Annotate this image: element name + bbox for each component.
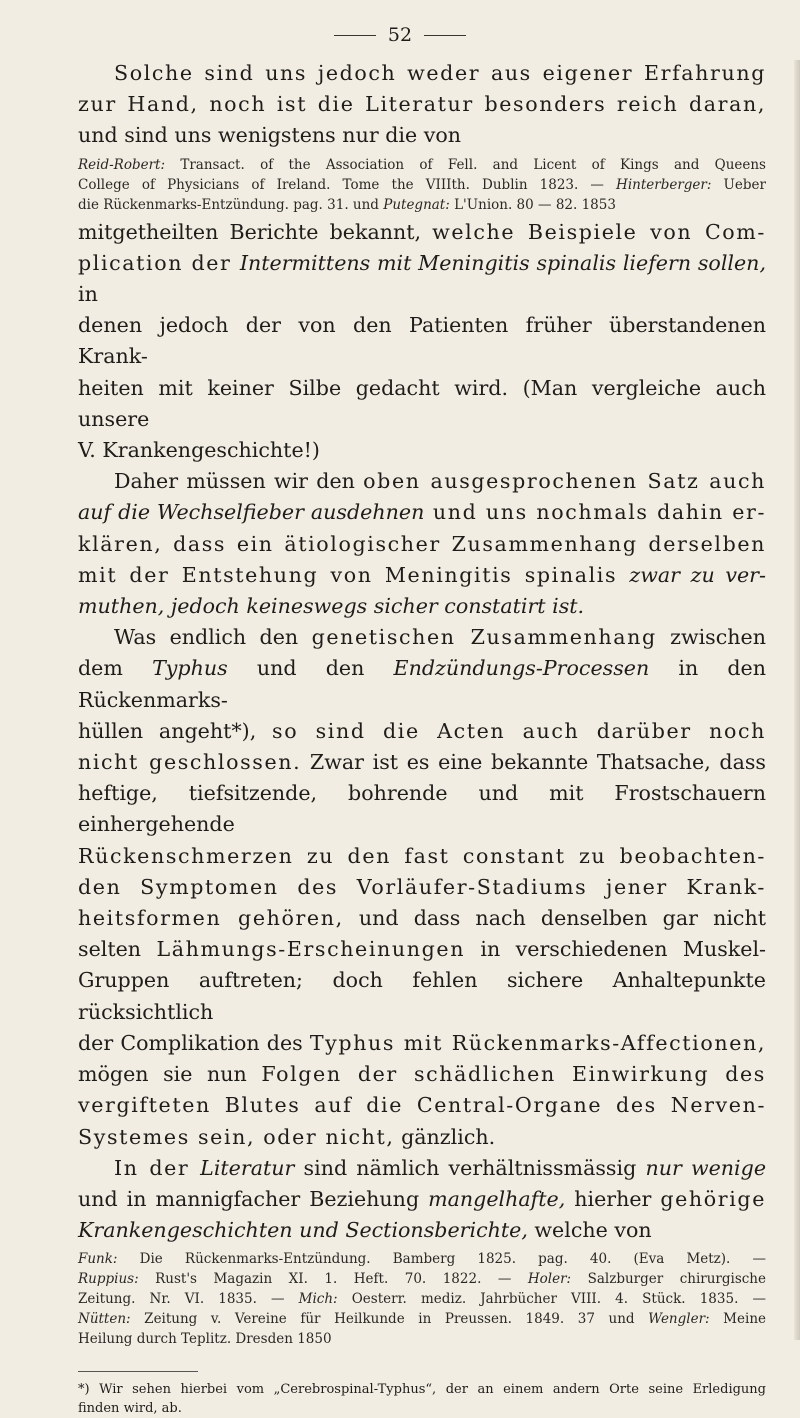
header-rule-left (334, 35, 376, 36)
ref-text: Die Rückenmarks-Entzündung. Bamberg 1825. pag. 40. (Eva Metz). — (117, 1251, 766, 1268)
line-text: in (78, 282, 98, 307)
line-text: und in mannigfacher Beziehung (78, 1186, 429, 1211)
ref-line (78, 1289, 766, 1309)
ref-text: L'Union. 80 — 82. 1853 (449, 196, 616, 213)
line-text: sind nämlich verhältnissmässig (294, 1155, 646, 1180)
line-text: hüllen angeht*), (78, 718, 273, 743)
author-name: Reid-Robert: (78, 156, 166, 173)
text-line (78, 1153, 766, 1184)
spaced-text: genetischen Zusammenhang (311, 625, 657, 650)
line-text: Zwar ist es eine bekannte Thatsache, dass (301, 750, 767, 775)
line-text: dem (78, 656, 153, 681)
line-text: zwischen (656, 625, 766, 650)
text-line (78, 841, 766, 872)
italic-text: mangelhafte, (428, 1186, 566, 1211)
line-text: V. Krankengeschichte!) (78, 438, 320, 463)
line-text: Gruppen auftreten; doch fehlen sichere Anhaltepunkte rücksichtlich (78, 968, 766, 1024)
italic-text: Endzündungs-Processen (393, 656, 650, 681)
page-number: 52 (387, 24, 413, 46)
text-line (78, 747, 766, 778)
spaced-text: Folgen der schädlichen Einwirkung des (261, 1062, 766, 1087)
text-line (78, 466, 766, 497)
spaced-text: heitsformen gehören, (78, 906, 344, 931)
author-name: Mich: (298, 1291, 338, 1308)
spaced-text: plication der (78, 250, 240, 275)
text-line (78, 248, 766, 310)
spaced-text: und uns nochmals dahin er- (424, 500, 767, 525)
page-edge-shadow (794, 60, 800, 1340)
spaced-text: In der (114, 1155, 201, 1180)
text-line (78, 1122, 766, 1153)
italic-text: Krankengeschichten und Sectionsberichte, (78, 1218, 528, 1243)
text-line (78, 120, 766, 151)
text-line (78, 1215, 766, 1246)
ref-line (78, 195, 766, 215)
line-text: und sind uns wenigstens nur die von (78, 123, 462, 148)
text-line (78, 310, 766, 372)
spaced-text: klären, dass ein ätiologischer Zusammenhang derselben (78, 531, 766, 556)
ref-text: Ueber (711, 176, 766, 193)
footnote-rule (78, 1371, 198, 1372)
line-text: denen jedoch der von den Patienten früher überstandenen Krank- (78, 313, 766, 369)
spaced-text: Systemes sein, oder nicht, (78, 1124, 395, 1149)
page-header (0, 22, 800, 48)
spaced-text: oben ausgesprochenen Satz auch (363, 469, 766, 494)
ref-text: Meine (709, 1311, 766, 1328)
author-name: Wengler: (648, 1311, 710, 1328)
text-line (78, 435, 766, 466)
text-line (78, 217, 766, 248)
spaced-text: mit der Entstehung von Meningitis spinalis (78, 562, 630, 587)
line-text: hierher (565, 1186, 661, 1211)
text-line (78, 934, 766, 965)
paragraph-4 (78, 622, 766, 1152)
line-text: Solche sind uns jedoch weder aus eigener Erfahrung (114, 61, 766, 85)
line-text: heftige, tiefsitzende, bohrende und mit Frostschauern einhergehende (78, 781, 766, 837)
text-line (78, 1059, 766, 1090)
paragraph-3 (78, 466, 766, 622)
text-line (78, 1090, 766, 1121)
text-line (78, 58, 766, 89)
paragraph-1 (78, 58, 766, 152)
spaced-text: Rückenschmerzen zu den fast constant zu beobachten- (78, 843, 766, 868)
text-line (78, 560, 766, 591)
text-line (78, 1028, 766, 1059)
page-body (78, 58, 766, 1418)
ref-line (78, 1329, 766, 1349)
italic-text: auf die Wechselfieber ausdehnen (78, 500, 425, 525)
italic-text: nur wenige (645, 1155, 767, 1180)
text-line (78, 622, 766, 653)
line-text: selten (78, 937, 157, 962)
spaced-text: Typhus mit Rückenmarks-Affectionen, (309, 1030, 766, 1055)
line-text: welche von (527, 1218, 652, 1243)
line-text: mögen sie nun (78, 1062, 262, 1087)
spaced-text: gehörige (660, 1186, 766, 1211)
line-text: und den (227, 656, 394, 681)
text-line (78, 778, 766, 840)
ref-text: Rust's Magazin XI. 1. Heft. 70. 1822. — (138, 1271, 528, 1288)
ref-line (78, 155, 766, 175)
footnote-text: *) Wir sehen hierbei vom „Cerebrospinal-Typhus“, der an einem andern Orte seine Erledigung (78, 1382, 766, 1398)
ref-line (78, 1269, 766, 1289)
footnote-text: finden wird, ab. (78, 1401, 182, 1417)
header-rule-right (424, 35, 466, 36)
ref-line (78, 1249, 766, 1269)
spaced-text: nicht geschlossen. (78, 750, 302, 775)
text-line (78, 903, 766, 934)
line-text: Was endlich den (114, 625, 312, 650)
italic-text: zwar zu ver- (629, 562, 766, 587)
italic-text: Literatur (200, 1155, 295, 1180)
text-line (78, 872, 766, 903)
footnote-line (78, 1399, 766, 1418)
author-name: Holer: (527, 1271, 572, 1288)
text-line (78, 1184, 766, 1215)
italic-text: Intermittens mit Meningitis spinalis liefern sollen, (239, 250, 766, 275)
paragraph-5 (78, 1153, 766, 1247)
text-line (78, 716, 766, 747)
ref-text: Heilung durch Teplitz. Dresden 1850 (78, 1331, 332, 1348)
spaced-text: so sind die Acten auch darüber noch (272, 718, 766, 743)
text-line (78, 529, 766, 560)
line-text: mitgetheilten Berichte bekannt, (78, 219, 433, 244)
text-line (78, 89, 766, 120)
ref-text: die Rückenmarks-Entzündung. pag. 31. und (78, 196, 384, 213)
ref-text: Oesterr. mediz. Jahrbücher VIII. 4. Stück. 1835. — (337, 1291, 766, 1308)
text-line (78, 591, 766, 622)
spaced-text: den Symptomen des Vorläufer-Stadiums jener Krank- (78, 874, 766, 899)
footnote-line (78, 1380, 766, 1399)
author-name: Funk: (78, 1251, 118, 1268)
spaced-text: welche Beispiele von Com- (432, 219, 766, 244)
spaced-text: vergifteten Blutes auf die Central-Organe des Nerven- (78, 1093, 766, 1118)
author-name: Nütten: (78, 1311, 131, 1328)
text-line (78, 653, 766, 715)
ref-text: Transact. of the Association of Fell. and Licent of Kings and Queens (165, 156, 766, 173)
text-line (78, 497, 766, 528)
author-name: Putegnat: (383, 196, 450, 213)
line-text: zur Hand, noch ist die Literatur besonders reich daran, (78, 92, 766, 117)
line-text: in den Rückenmarks- (78, 656, 767, 712)
italic-text: muthen, jedoch keineswegs sicher constatirt ist. (78, 594, 585, 619)
paragraph-2 (78, 217, 766, 467)
reference-block-1 (78, 155, 766, 215)
ref-text: Zeitung v. Vereine für Heilkunde in Preussen. 1849. 37 und (130, 1311, 649, 1328)
text-line (78, 373, 766, 435)
ref-text: Zeitung. Nr. VI. 1835. — (78, 1291, 299, 1308)
line-text: und dass nach denselben gar nicht (343, 906, 766, 931)
footnote (78, 1380, 766, 1418)
italic-text: Typhus (152, 656, 228, 681)
ref-line (78, 1309, 766, 1329)
ref-text: Salzburger chirurgische (571, 1271, 766, 1288)
line-text: gänzlich. (394, 1124, 496, 1149)
reference-block-2 (78, 1249, 766, 1349)
author-name: Ruppius: (78, 1271, 139, 1288)
ref-line (78, 175, 766, 195)
ref-text: College of Physicians of Ireland. Tome the VIIIth. Dublin 1823. — (78, 176, 604, 193)
line-text: Daher müssen wir den (114, 469, 364, 494)
line-text: heiten mit keiner Silbe gedacht wird. (Man vergleiche auch unsere (78, 375, 766, 431)
author-name: Hinterberger: (603, 176, 712, 193)
text-line (78, 965, 766, 1027)
line-text: der Complikation des (78, 1030, 310, 1055)
line-text: in verschiedenen Muskel- (465, 937, 766, 962)
spaced-text: Lähmungs-Erscheinungen (156, 937, 466, 962)
